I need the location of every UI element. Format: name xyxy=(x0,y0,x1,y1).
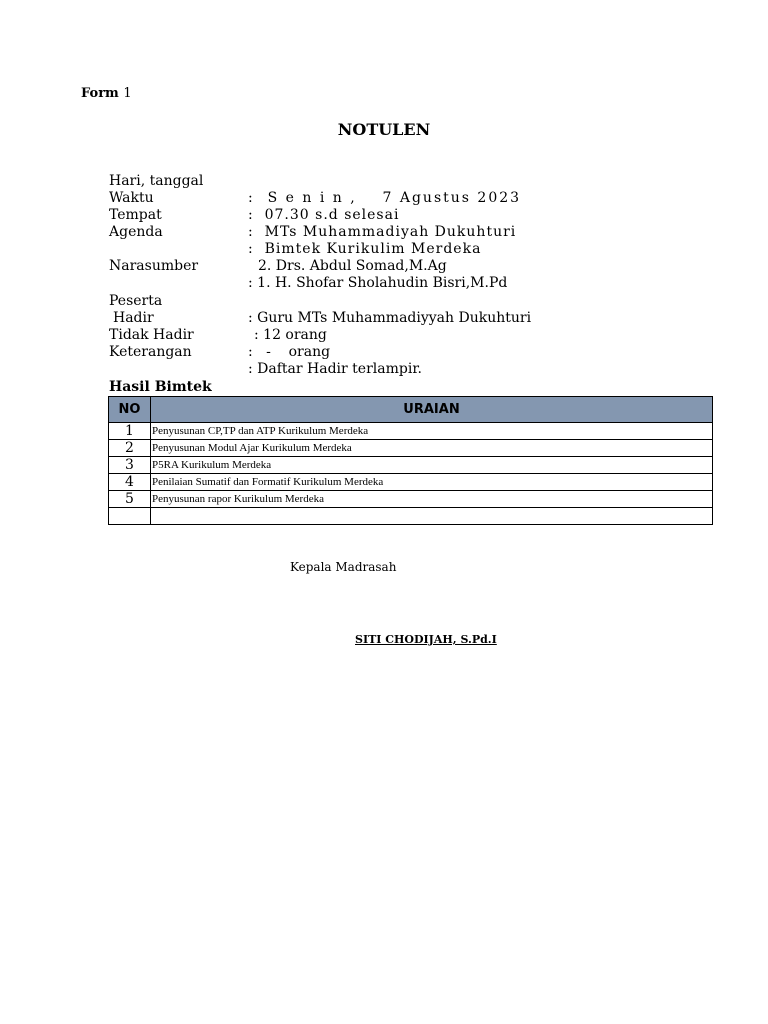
header-no: NO xyxy=(109,397,151,423)
peserta-value: : Guru MTs Muhammadiyyah Dukuhturi xyxy=(248,310,532,326)
tidak-hadir-value: : - orang xyxy=(248,344,331,360)
agenda-value: : Bimtek Kurikulim Merdeka xyxy=(248,241,482,257)
row-hasil xyxy=(0,362,768,395)
form-label xyxy=(81,86,132,101)
hari-label: Hari, tanggal xyxy=(109,173,204,189)
tempat-label: Tempat xyxy=(109,207,162,223)
table-row xyxy=(109,491,713,508)
row-text: Penyusunan Modul Ajar Kurikulum Merdeka xyxy=(151,440,713,457)
waktu-label: Waktu xyxy=(109,190,154,206)
form-number: 1 xyxy=(123,86,132,101)
row-text xyxy=(151,508,713,525)
table-row xyxy=(109,508,713,525)
narasumber-value-1: : 1. H. Shofar Sholahudin Bisri,M.Pd xyxy=(248,275,508,291)
row-no: 5 xyxy=(109,491,151,508)
tempat-value: : MTs Muhammadiyah Dukuhturi xyxy=(248,224,517,240)
hari-value: : S e n i n , 7 Agustus 2023 xyxy=(248,190,522,206)
uraian-table xyxy=(108,396,713,525)
document-title: NOTULEN xyxy=(337,120,431,139)
row-no xyxy=(109,508,151,525)
row-text: Penyusunan rapor Kurikulum Merdeka xyxy=(151,491,713,508)
signature-role: Kepala Madrasah xyxy=(290,560,397,574)
row-text: Penyusunan CP,TP dan ATP Kurikulum Merdeka xyxy=(151,423,713,440)
form-prefix: Form xyxy=(81,86,119,101)
table-row xyxy=(109,457,713,474)
hadir-label: Hadir xyxy=(113,310,154,326)
hasil-label: Hasil Bimtek xyxy=(109,379,212,395)
row-no: 3 xyxy=(109,457,151,474)
hadir-value: : 12 orang xyxy=(254,327,327,343)
waktu-value: : 07.30 s.d selesai xyxy=(248,207,400,223)
narasumber-label: Narasumber xyxy=(109,258,199,274)
table-header-row xyxy=(109,397,713,423)
table-row xyxy=(109,474,713,491)
signature-name: SITI CHODIJAH, S.Pd.I xyxy=(355,633,497,646)
header-uraian: URAIAN xyxy=(151,397,713,423)
row-text: Penilaian Sumatif dan Formatif Kurikulum Merdeka xyxy=(151,474,713,491)
row-text: P5RA Kurikulum Merdeka xyxy=(151,457,713,474)
peserta-label: Peserta xyxy=(109,293,163,309)
row-no: 4 xyxy=(109,474,151,491)
row-no: 2 xyxy=(109,440,151,457)
table-row xyxy=(109,440,713,457)
row-no: 1 xyxy=(109,423,151,440)
agenda-label: Agenda xyxy=(109,224,163,240)
keterangan-value: : Daftar Hadir terlampir. xyxy=(248,361,422,377)
table-row xyxy=(109,423,713,440)
tidak-hadir-label: Tidak Hadir xyxy=(109,327,194,343)
narasumber-value-2: 2. Drs. Abdul Somad,M.Ag xyxy=(258,258,447,274)
keterangan-label: Keterangan xyxy=(109,344,192,360)
